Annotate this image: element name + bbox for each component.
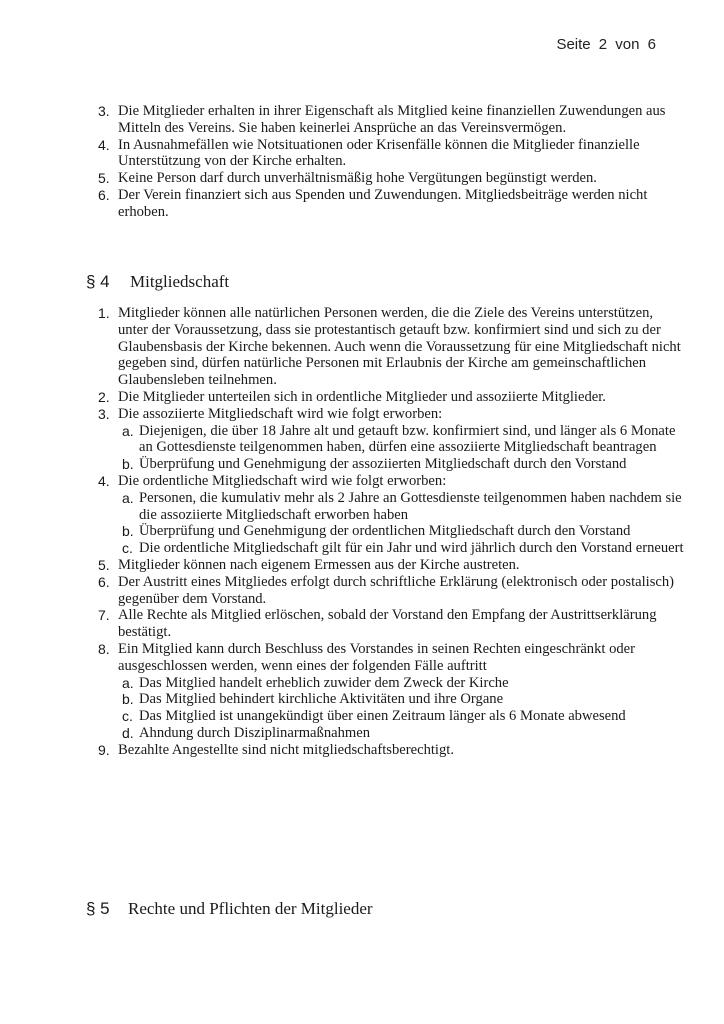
item-text: Die Mitglieder erhalten in ihrer Eigenschaft als Mitglied keine finanziellen Zuwendungen aus Mitteln des Vereins. Sie haben keinerlei Ansprüche an das Vereinsvermögen. <box>118 103 666 136</box>
item-text: In Ausnahmefällen wie Notsituationen oder Krisenfälle können die Mitglieder finanzielle Unterstützung von der Kirche erhalten. <box>118 136 640 170</box>
sub-item <box>118 423 684 457</box>
item-number: 8. <box>98 640 110 657</box>
sub-item-letter: b. <box>122 691 134 708</box>
sub-item-letter: c. <box>122 540 133 557</box>
section-number: § 5 <box>86 899 110 918</box>
list-item <box>0 406 724 473</box>
sub-item <box>118 708 684 725</box>
item-number: 3. <box>98 405 110 422</box>
item-number: 1. <box>98 305 110 321</box>
sub-item <box>118 540 684 557</box>
section-4-list <box>0 305 724 759</box>
list-item <box>0 557 724 574</box>
item-text: Keine Person darf durch unverhältnismäßig hohe Vergütungen begünstigt werden. <box>118 170 597 187</box>
sub-item-text: Überprüfung und Genehmigung der ordentlichen Mitgliedschaft durch den Vorstand <box>139 523 631 540</box>
section-4-body <box>0 305 724 759</box>
sub-item-text: Das Mitglied handelt erheblich zuwider dem Zweck der Kirche <box>139 674 509 691</box>
list-item <box>0 305 724 389</box>
sub-item-text: Ahndung durch Disziplinarmaßnahmen <box>139 724 371 741</box>
item-text: Mitglieder können alle natürlichen Personen werden, die die Ziele des Vereins unterstützen, unter der Voraussetzung, dass sie protestantisch getauft bzw. konfirmiert sind und sich zu der Glaubensbasis der Kirche bekennen. Auch wenn die Voraussetzung für eine Mitgliedschaft nicht gegeben sind, dürfen natürliche Personen mit Erlaubnis der Kirche am gemeinschaftlichen Glaubensleben teilnehmen. <box>118 305 681 389</box>
sub-item-text: Diejenigen, die über 18 Jahre alt und getauft bzw. konfirmiert sind, und länger als 6 Monate an Gottesdienste teilgenommen haben, dürfen eine assoziierte Mitgliedschaft beantragen <box>139 422 676 456</box>
section-4-heading <box>0 272 724 296</box>
item-number: 4. <box>98 136 110 153</box>
item-text: Ein Mitglied kann durch Beschluss des Vorstandes in seinen Rechten eingeschränkt oder ausgeschlossen werden, wenn eines der folgenden Fälle auftritt <box>118 640 636 674</box>
sub-item-letter: a. <box>122 674 134 691</box>
sub-item-letter: b. <box>122 523 134 540</box>
sub-item-letter: d. <box>122 724 134 741</box>
sub-item-letter: a. <box>122 422 134 439</box>
sub-item-text: Das Mitglied ist unangekündigt über einen Zeitraum länger als 6 Monate abwesend <box>139 708 626 725</box>
section-number: § 4 <box>86 272 110 291</box>
item-number: 6. <box>98 573 110 590</box>
list-item <box>0 473 724 557</box>
sub-item-letter: c. <box>122 708 133 725</box>
item-text: Der Austritt eines Mitgliedes erfolgt durch schriftliche Erklärung (elektronisch oder postalisch) gegenüber dem Vorstand. <box>118 573 675 607</box>
section-5-heading <box>0 899 724 923</box>
item-number: 5. <box>98 556 110 573</box>
list-item <box>0 187 724 221</box>
section-3-continued <box>0 103 724 221</box>
sub-item <box>118 456 684 473</box>
page-number: Seite 2 von 6 <box>556 36 656 53</box>
item-number: 5. <box>98 170 110 187</box>
sub-item-text: Das Mitglied behindert kirchliche Aktivitäten und ihre Organe <box>139 691 504 708</box>
item-text: Bezahlte Angestellte sind nicht mitgliedschaftsberechtigt. <box>118 741 454 758</box>
item-number: 7. <box>98 607 110 624</box>
section-3-list <box>0 103 724 221</box>
list-item <box>0 103 724 137</box>
item-number: 4. <box>98 472 110 489</box>
sub-item-letter: a. <box>122 489 134 506</box>
sub-item <box>118 675 684 692</box>
sub-item-text: Überprüfung und Genehmigung der assoziierten Mitgliedschaft durch den Vorstand <box>139 456 627 473</box>
item-text: Die assoziierte Mitgliedschaft wird wie folgt erworben: <box>118 405 443 422</box>
list-item <box>0 607 724 641</box>
item-number: 3. <box>98 103 110 119</box>
sub-item-letter: b. <box>122 456 134 473</box>
sub-item <box>118 725 684 742</box>
sub-item <box>118 523 684 540</box>
sub-item-text: Die ordentliche Mitgliedschaft gilt für ein Jahr und wird jährlich durch den Vorstand erneuert <box>139 540 684 557</box>
item-number: 6. <box>98 186 110 203</box>
item-text: Die ordentliche Mitgliedschaft wird wie folgt erworben: <box>118 472 447 489</box>
list-item <box>0 641 724 742</box>
list-item <box>0 574 724 608</box>
item-text: Der Verein finanziert sich aus Spenden und Zuwendungen. Mitgliedsbeiträge werden nicht erhoben. <box>118 186 648 220</box>
sub-item <box>118 490 684 524</box>
item-text: Alle Rechte als Mitglied erlöschen, sobald der Vorstand den Empfang der Austrittserklärung bestätigt. <box>118 607 657 641</box>
item-number: 2. <box>98 388 110 405</box>
section-title: Mitgliedschaft <box>130 272 230 291</box>
list-item <box>0 137 724 171</box>
sub-item <box>118 691 684 708</box>
list-item <box>0 389 724 406</box>
item-number: 9. <box>98 741 110 758</box>
sub-item-text: Personen, die kumulativ mehr als 2 Jahre an Gottesdienste teilgenommen haben nachdem sie die assoziierte Mitgliedschaft erworben haben <box>139 489 682 523</box>
list-item <box>0 742 724 759</box>
item-text: Die Mitglieder unterteilen sich in ordentliche Mitglieder und assoziierte Mitglieder. <box>118 388 606 405</box>
section-title: Rechte und Pflichten der Mitglieder <box>128 899 373 918</box>
item-text: Mitglieder können nach eigenem Ermessen aus der Kirche austreten. <box>118 556 520 573</box>
list-item <box>0 170 724 187</box>
